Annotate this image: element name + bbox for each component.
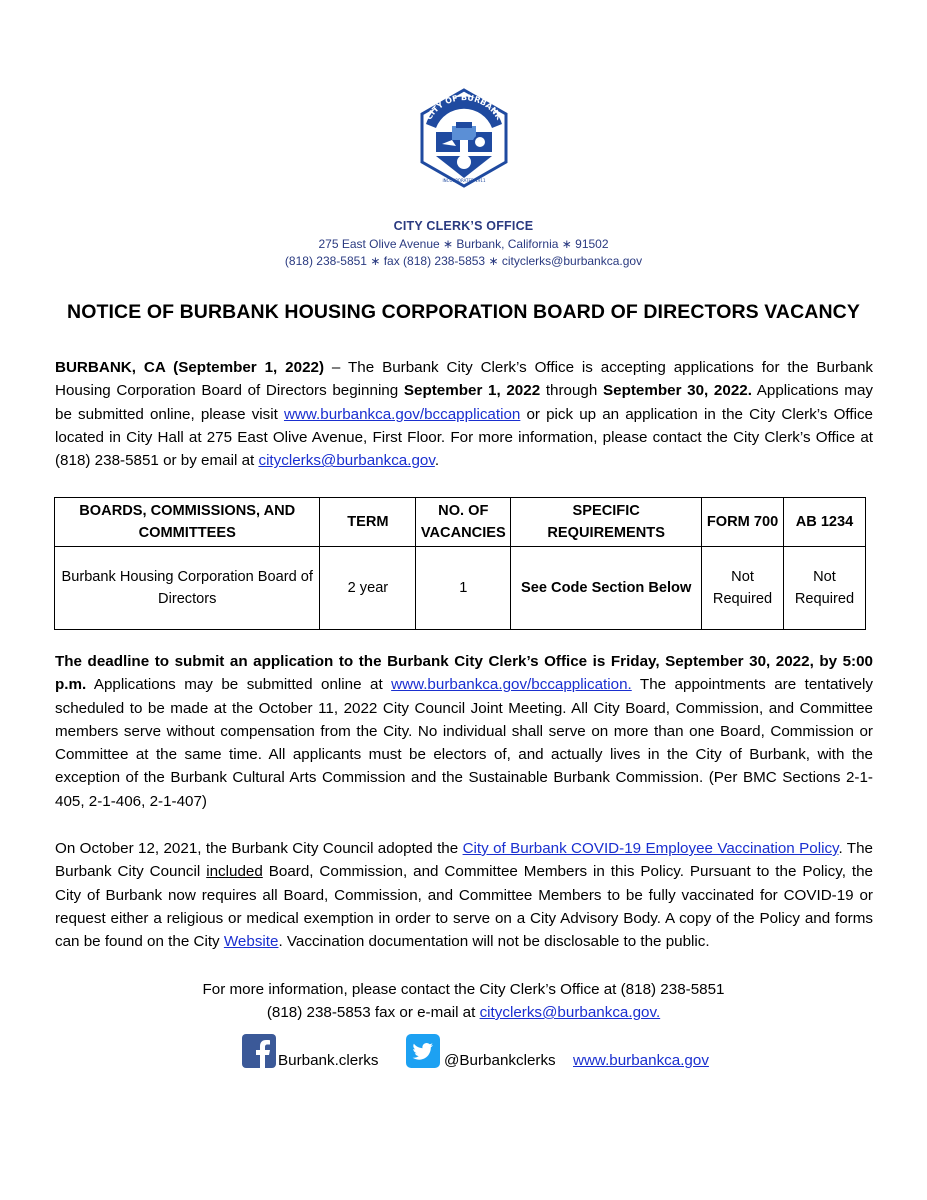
notice-title: NOTICE OF BURBANK HOUSING CORPORATION BOARD OF DIRECTORS VACANCY [67, 301, 860, 323]
vaccination-text: On October 12, 2021, the Burbank City Council adopted the [55, 840, 463, 857]
table-row [55, 547, 866, 630]
email-link[interactable]: cityclerks@burbankca.gov [258, 452, 435, 470]
city-seal-logo [412, 86, 516, 190]
intro-text: . [434, 452, 440, 470]
column-header: SPECIFIC REQUIREMENTS [511, 498, 702, 547]
intro-text: or pick up an application in the City Clerk’s Office located in City Hall at 275 East Olive Avenue, First Floor. For more information, please contact the City Clerk’s Office at (818) 238-5851 or by email at [55, 405, 874, 470]
table-header-row [55, 498, 866, 547]
facebook-handle[interactable]: Burbank.clerks [278, 1052, 379, 1069]
seal-ring-text: CITY OF BURBANK [424, 93, 504, 122]
footer-email-line [0, 1004, 927, 1021]
included-word: included [206, 863, 263, 881]
deadline-text: The appointments are tentatively scheduled to be made at the October 11, 2022 City Council Joint Meeting. All City Board, Commission, and Committee members serve without compensation from the City. No individual shall serve on more than one Board, Commission or Committee at the same time. All applicants must be electors of, and actually lives in the City of Burbank, with the exception of the Burbank Cultural Arts Commission and the Sustainable Burbank Commission. (Per BMC Sections 2-1-405, 2-1-406, 2-1-407) [55, 676, 873, 810]
footer-contact-line: For more information, please contact the City Clerk’s Office at (818) 238-5851 [202, 981, 725, 998]
vacancy-table [54, 497, 866, 630]
office-address: 275 East Olive Avenue ∗ Burbank, California ∗ 91502 [318, 237, 609, 251]
end-date: September 30, 2022. [603, 382, 752, 400]
vaccination-text: Board, Commission, and Committee Members in this Policy. Pursuant to the Policy, the City of Burbank now requires all Board, Commission, and Committee Members to be fully vaccinated for COVID-19 or request either a religious or medical exemption in order to serve on a City Advisory Body. A copy of the Policy and forms can be found on the City [55, 863, 873, 951]
column-header: NO. OF VACANCIES [416, 498, 511, 547]
table-cell: 1 [416, 547, 511, 630]
column-header: TERM [320, 498, 416, 547]
vaccination-text: . Vaccination documentation will not be disclosable to the public. [278, 933, 710, 951]
website-footer-link[interactable]: www.burbankca.gov [573, 1052, 709, 1069]
facebook-icon[interactable] [242, 1034, 276, 1068]
twitter-handle[interactable]: @Burbankclerks [444, 1052, 556, 1069]
table-cell: Burbank Housing Corporation Board of Directors [55, 547, 320, 630]
seal-bottom-text: INCORPORATED 1911 [442, 178, 486, 183]
intro-text: – The Burbank City Clerk’s Office is accepting applications for the Burbank Housing Corporation Board of Directors beginning [55, 359, 873, 400]
website-link[interactable]: Website [223, 933, 279, 951]
intro-text: through [540, 382, 603, 400]
intro-text: Applications may be submitted online, please visit [55, 382, 874, 423]
deadline-paragraph [55, 650, 873, 813]
application-link[interactable]: www.burbankca.gov/bccapplication. [391, 676, 632, 694]
table-cell: See Code Section Below [511, 547, 702, 630]
column-header: AB 1234 [784, 498, 866, 547]
table-cell: Not Required [784, 547, 866, 630]
vaccination-text: . The Burbank City Council [55, 840, 873, 881]
dateline: BURBANK, CA (September 1, 2022) [55, 359, 325, 376]
footer-email-link[interactable]: cityclerks@burbankca.gov. [479, 1004, 661, 1021]
start-date: September 1, 2022 [403, 382, 541, 400]
vaccination-paragraph [55, 837, 873, 953]
table-cell: Not Required [702, 547, 784, 630]
footer-text: (818) 238-5853 fax or e-mail at [266, 1004, 480, 1021]
twitter-icon[interactable] [406, 1034, 440, 1068]
column-header: BOARDS, COMMISSIONS, AND COMMITTEES [55, 498, 320, 547]
column-header: FORM 700 [702, 498, 784, 547]
vaccination-policy-link[interactable]: City of Burbank COVID-19 Employee Vaccination Policy [462, 840, 839, 857]
deadline-text: Applications may be submitted online at [86, 676, 392, 694]
office-contact: (818) 238-5851 ∗ fax (818) 238-5853 ∗ cityclerks@burbankca.gov [284, 254, 643, 268]
table-cell: 2 year [320, 547, 416, 630]
deadline-statement: The deadline to submit an application to the Burbank City Clerk’s Office is Friday, September 30, 2022, by 5:00 p.m. [55, 653, 873, 694]
intro-paragraph [55, 356, 873, 472]
office-name: CITY CLERK’S OFFICE [393, 219, 534, 233]
application-link[interactable]: www.burbankca.gov/bccapplication [283, 405, 521, 423]
